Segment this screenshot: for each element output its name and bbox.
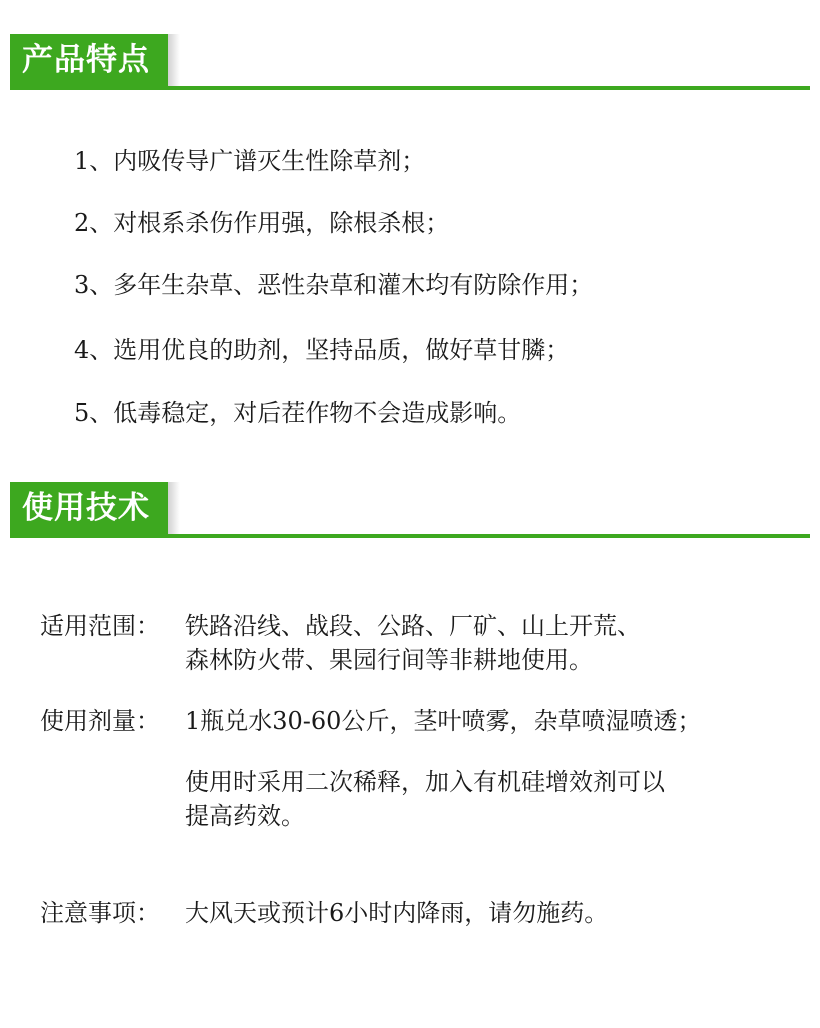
feature-item-2: 2、对根系杀伤作用强，除根杀根； (74, 209, 450, 237)
dosage-text-line-3: 提高药效。 (185, 802, 305, 830)
scope-label: 适用范围： (40, 612, 160, 640)
dosage-text-line-1: 1瓶兑水30-60公斤，茎叶喷雾，杂草喷湿喷透； (185, 707, 702, 735)
notes-text: 大风天或预计6小时内降雨，请勿施药。 (185, 899, 609, 927)
features-section-header (10, 34, 810, 90)
feature-item-4: 4、选用优良的助剂，坚持品质，做好草甘膦； (74, 336, 570, 364)
usage-section-divider (10, 534, 810, 538)
feature-item-3: 3、多年生杂草、恶性杂草和灌木均有防除作用； (74, 271, 594, 299)
scope-text-line-2: 森林防火带、果园行间等非耕地使用。 (185, 646, 593, 674)
feature-item-5: 5、低毒稳定，对后茬作物不会造成影响。 (74, 399, 522, 427)
dosage-label: 使用剂量： (40, 707, 160, 735)
dosage-text-line-2: 使用时采用二次稀释，加入有机硅增效剂可以 (185, 768, 665, 796)
features-section-title: 产品特点 (10, 34, 168, 86)
notes-label: 注意事项： (40, 899, 160, 927)
usage-section-title: 使用技术 (10, 482, 168, 534)
feature-item-1: 1、内吸传导广谱灭生性除草剂； (74, 147, 426, 175)
usage-section-header (10, 482, 810, 538)
scope-text-line-1: 铁路沿线、战段、公路、厂矿、山上开荒、 (185, 612, 641, 640)
features-section-divider (10, 86, 810, 90)
